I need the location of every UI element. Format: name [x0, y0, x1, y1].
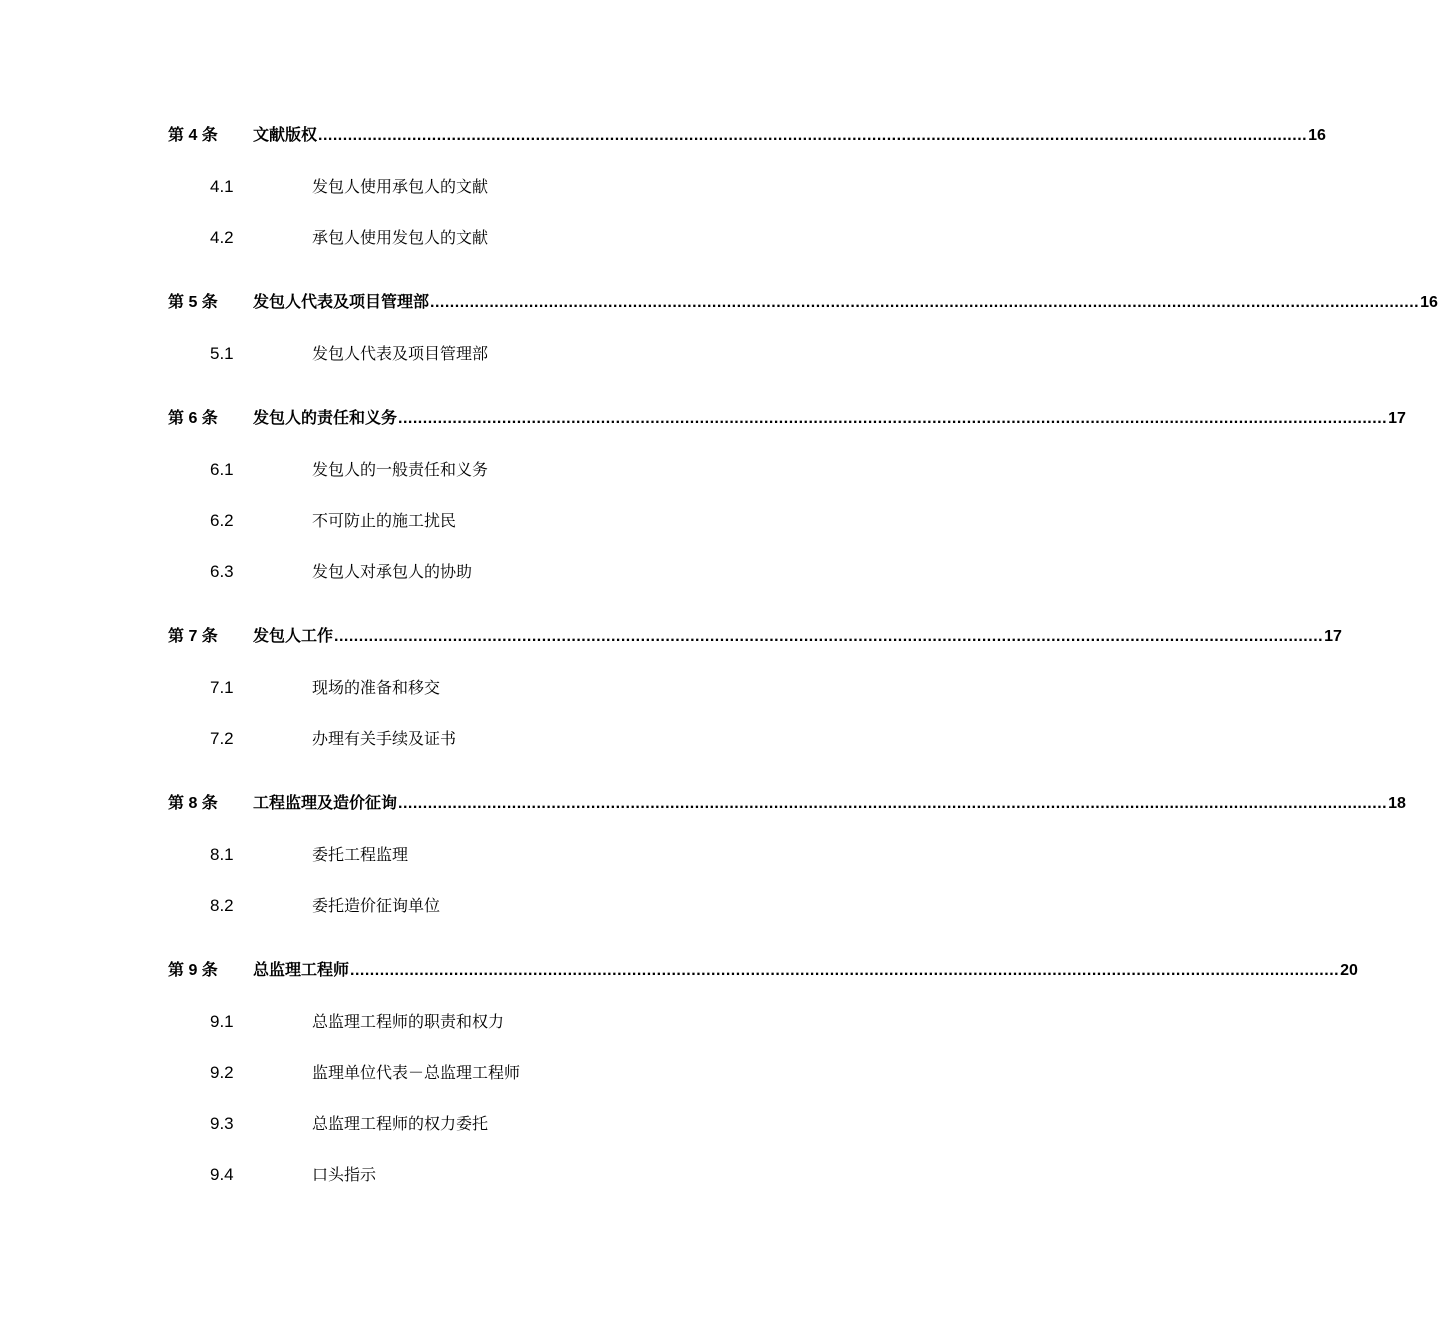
toc-section-entry[interactable] — [168, 340, 808, 368]
chapter-number: 第 9 条 — [168, 962, 218, 979]
toc-section-entry[interactable] — [168, 456, 808, 484]
section-number: 7.1 — [210, 678, 234, 697]
section-title: 委托造价征询单位 — [312, 896, 441, 915]
chapter-title: 总监理工程师 — [253, 962, 350, 979]
toc-section-entry[interactable] — [168, 725, 808, 753]
chapter-page-number: 20 — [1340, 962, 1358, 979]
section-title: 办理有关手续及证书 — [312, 729, 457, 748]
section-title: 发包人对承包人的协助 — [312, 562, 473, 581]
chapter-title: 发包人代表及项目管理部 — [253, 294, 430, 311]
section-title: 现场的准备和移交 — [312, 678, 441, 697]
toc-section-entry[interactable] — [168, 841, 808, 869]
chapter-leader-row — [253, 790, 1406, 818]
toc-section-entry[interactable] — [168, 1008, 808, 1036]
section-title: 不可防止的施工扰民 — [312, 511, 457, 530]
section-number: 4.1 — [210, 177, 234, 196]
chapter-page-number: 16 — [1308, 127, 1326, 144]
section-title: 发包人的一般责任和义务 — [312, 460, 489, 479]
chapter-title: 发包人的责任和义务 — [253, 410, 398, 427]
toc-section-entry[interactable] — [168, 892, 808, 920]
dot-leader: ........................................................................................................................................................................................................ — [398, 410, 1388, 427]
table-of-contents — [168, 122, 1438, 1189]
toc-section-entry[interactable] — [168, 224, 808, 252]
dot-leader: ........................................................................................................................................................................................................ — [334, 628, 1324, 645]
chapter-page-number: 17 — [1324, 628, 1342, 645]
chapter-number: 第 8 条 — [168, 795, 218, 812]
section-number: 9.2 — [210, 1063, 234, 1082]
chapter-number: 第 5 条 — [168, 294, 218, 311]
chapter-page-number: 16 — [1420, 294, 1438, 311]
section-title: 承包人使用发包人的文献 — [312, 228, 489, 247]
chapter-leader-row — [253, 623, 1342, 651]
section-title: 发包人使用承包人的文献 — [312, 177, 489, 196]
chapter-title: 工程监理及造价征询 — [253, 795, 398, 812]
chapter-leader-row — [253, 957, 1358, 985]
toc-section-entry[interactable] — [168, 173, 808, 201]
chapter-title: 文献版权 — [253, 127, 318, 144]
dot-leader: ........................................................................................................................................................................................................ — [318, 127, 1308, 144]
chapter-page-number: 18 — [1388, 795, 1406, 812]
section-title: 发包人代表及项目管理部 — [312, 344, 489, 363]
toc-chapter-entry[interactable] — [168, 289, 1438, 317]
toc-chapter-entry[interactable] — [168, 623, 1342, 651]
dot-leader: ........................................................................................................................................................................................................ — [430, 294, 1420, 311]
section-title: 口头指示 — [312, 1165, 377, 1184]
toc-section-entry[interactable] — [168, 1110, 808, 1138]
toc-section-entry[interactable] — [168, 558, 808, 586]
chapter-leader-row — [253, 405, 1406, 433]
chapter-number: 第 4 条 — [168, 127, 218, 144]
chapter-number: 第 7 条 — [168, 628, 218, 645]
chapter-leader-row — [253, 122, 1326, 150]
section-number: 6.2 — [210, 511, 234, 530]
section-title: 监理单位代表－总监理工程师 — [312, 1063, 521, 1082]
section-number: 8.1 — [210, 845, 234, 864]
chapter-leader-row — [253, 289, 1438, 317]
section-number: 9.3 — [210, 1114, 234, 1133]
toc-chapter-entry[interactable] — [168, 405, 1406, 433]
chapter-title: 发包人工作 — [253, 628, 334, 645]
section-title: 总监理工程师的职责和权力 — [312, 1012, 505, 1031]
toc-chapter-entry[interactable] — [168, 957, 1358, 985]
section-number: 5.1 — [210, 344, 234, 363]
section-number: 9.1 — [210, 1012, 234, 1031]
chapter-number: 第 6 条 — [168, 410, 218, 427]
toc-section-entry[interactable] — [168, 1059, 808, 1087]
section-title: 总监理工程师的权力委托 — [312, 1114, 489, 1133]
toc-chapter-entry[interactable] — [168, 790, 1406, 818]
section-number: 4.2 — [210, 228, 234, 247]
dot-leader: ........................................................................................................................................................................................................ — [398, 795, 1388, 812]
toc-section-entry[interactable] — [168, 507, 808, 535]
toc-section-entry[interactable] — [168, 1161, 808, 1189]
section-number: 7.2 — [210, 729, 234, 748]
dot-leader: ........................................................................................................................................................................................................ — [350, 962, 1340, 979]
section-number: 6.1 — [210, 460, 234, 479]
section-title: 委托工程监理 — [312, 845, 409, 864]
toc-section-entry[interactable] — [168, 674, 808, 702]
toc-chapter-entry[interactable] — [168, 122, 1326, 150]
section-number: 8.2 — [210, 896, 234, 915]
section-number: 6.3 — [210, 562, 234, 581]
chapter-page-number: 17 — [1388, 410, 1406, 427]
section-number: 9.4 — [210, 1165, 234, 1184]
